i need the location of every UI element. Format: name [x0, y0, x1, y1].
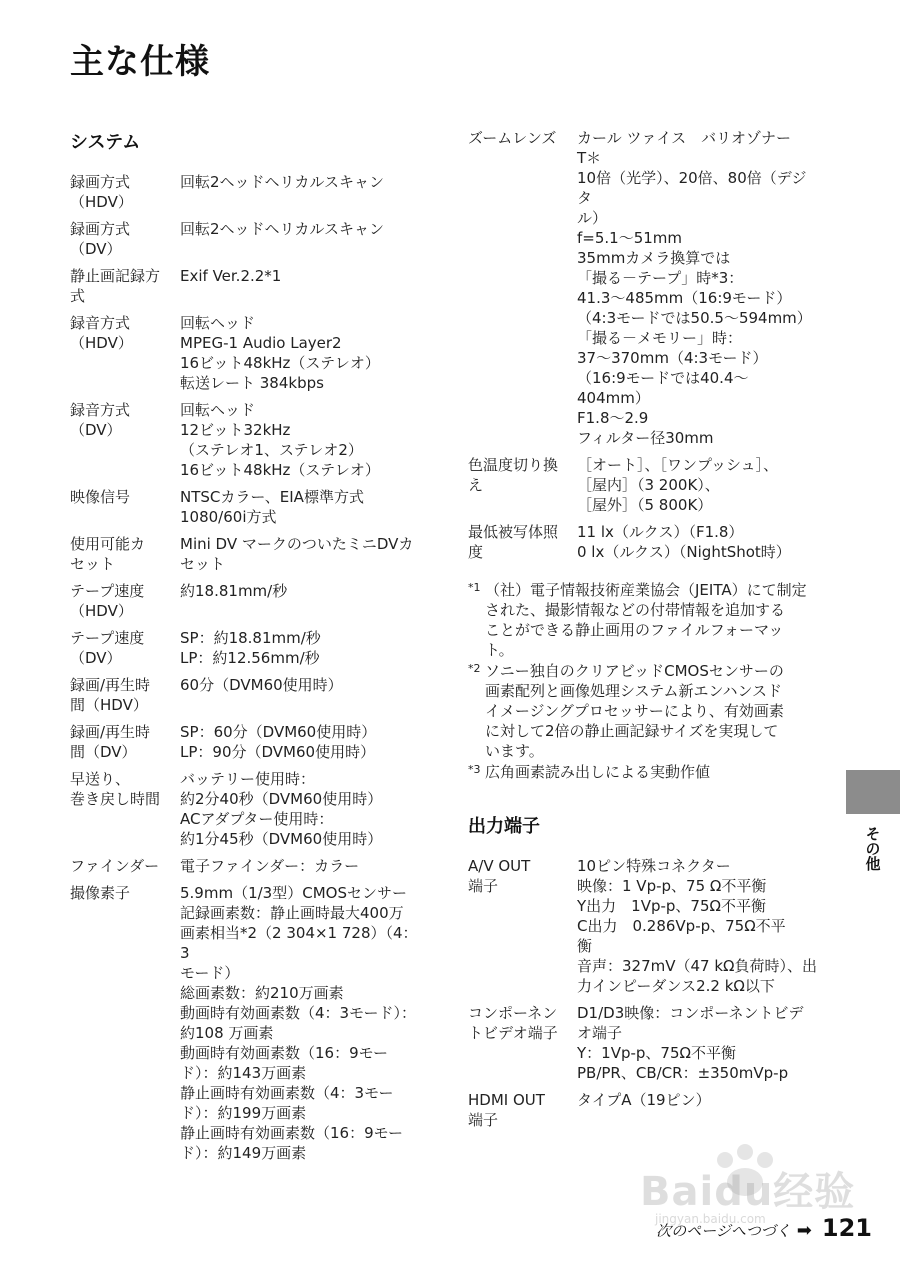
footnotes	[468, 580, 818, 782]
spec-value-line: 電子ファインダー：カラー	[180, 857, 360, 875]
spec-value	[180, 581, 425, 621]
spec-value-line: バッテリー使用時：	[180, 770, 316, 788]
spec-label-line: 式	[70, 287, 86, 305]
spec-value-line: タイプA（19ピン）	[577, 1091, 711, 1109]
spec-value-line: 「撮る－テープ」時*3：	[577, 269, 744, 287]
watermark-logo: Baidu经验	[640, 1169, 856, 1215]
spec-value-line: 約108 万画素	[180, 1024, 274, 1042]
spec-value-line: （ステレオ1、ステレオ2）	[180, 441, 363, 459]
spec-value	[577, 522, 818, 562]
footnote-mark: *3	[468, 763, 481, 776]
spec-value-line: 約2分40秒（DVM60使用時）	[180, 790, 383, 808]
spec-value-line: 衡	[577, 937, 593, 955]
spec-label-line: ファインダー	[70, 857, 160, 875]
spec-label-line: セット	[70, 555, 116, 573]
spec-row	[70, 266, 425, 306]
system-column	[70, 128, 425, 1170]
spec-value	[180, 883, 425, 1163]
spec-row	[468, 1003, 818, 1083]
spec-value-line: 回転ヘッド	[180, 401, 256, 419]
spec-label-line: テープ速度	[70, 582, 145, 600]
optics-spec-list	[468, 128, 818, 562]
spec-label	[70, 769, 180, 849]
spec-label-line: （DV）	[70, 240, 122, 258]
spec-label-line: 録画方式	[70, 220, 131, 238]
continue-text: 次のページへつづく	[656, 1222, 791, 1240]
spec-value-line: 0 lx（ルクス）（NightShot時）	[577, 543, 791, 561]
spec-label-line: コンポーネン	[468, 1004, 558, 1022]
footnote-mark: *1	[468, 581, 481, 594]
spec-label-line: 録音方式	[70, 401, 131, 419]
spec-value-line: 動画時有効画素数（4：3モード）：	[180, 1004, 416, 1022]
spec-value-line: オ端子	[577, 1024, 623, 1042]
footnote-line: ト。	[485, 641, 514, 659]
spec-value-line: （16:9モードでは40.4～	[577, 369, 749, 387]
spec-row	[70, 856, 425, 876]
spec-value	[180, 675, 425, 715]
spec-value	[180, 534, 425, 574]
spec-row	[70, 400, 425, 480]
spec-label	[468, 522, 577, 562]
spec-label-line: 色温度切り換	[468, 456, 559, 474]
spec-value-line: 総画素数：約210万画素	[180, 984, 344, 1002]
spec-label	[70, 581, 180, 621]
spec-label-line: （HDV）	[70, 334, 133, 352]
spec-value-line: Mini DV マークのついたミニDVカ	[180, 535, 414, 553]
spec-value	[180, 628, 425, 668]
spec-value	[577, 856, 818, 996]
spec-value-line: ド）：約143万画素	[180, 1064, 307, 1082]
output-heading: 出力端子	[468, 816, 540, 837]
spec-value-line: ［屋内］（3 200K）、	[577, 476, 720, 494]
page-title: 主な仕様	[70, 42, 210, 82]
spec-value-line: Y：1Vp-p、75Ω不平衡	[577, 1044, 736, 1062]
spec-value-line: MPEG-1 Audio Layer2	[180, 334, 342, 352]
spec-value-line: SP：60分（DVM60使用時）	[180, 723, 377, 741]
spec-value-line: f=5.1～51mm	[577, 229, 683, 247]
spec-label-line: HDMI OUT	[468, 1091, 545, 1109]
spec-value	[180, 487, 425, 527]
spec-value	[577, 455, 818, 515]
spec-row	[70, 628, 425, 668]
spec-label-line: 撮像素子	[70, 884, 131, 902]
spec-label	[70, 313, 180, 393]
spec-label-line: 間（HDV）	[70, 696, 148, 714]
page-footer	[656, 1214, 872, 1242]
spec-value-line: 回転ヘッド	[180, 314, 256, 332]
spec-row	[70, 769, 425, 849]
watermark-url: jingyan.baidu.com	[655, 1212, 766, 1226]
system-spec-list	[70, 172, 425, 1163]
spec-label	[70, 266, 180, 306]
spec-value-line: 動画時有効画素数（16：9モー	[180, 1044, 389, 1062]
side-tab-label: その他	[863, 826, 882, 871]
spec-label-line: 端子	[468, 1111, 499, 1129]
spec-label	[468, 1090, 577, 1130]
spec-value-line: 転送レート 384kbps	[180, 374, 324, 392]
spec-value-line: 404mm）	[577, 389, 650, 407]
spec-row	[468, 856, 818, 996]
spec-row	[468, 522, 818, 562]
footnote	[468, 762, 818, 782]
spec-value-line: F1.8～2.9	[577, 409, 649, 427]
spec-value-line: ル）	[577, 209, 608, 227]
footnote	[468, 661, 818, 761]
footnote-text	[485, 762, 710, 782]
spec-row	[70, 883, 425, 1163]
footnote-text	[485, 661, 784, 761]
spec-label-line: 静止画記録方	[70, 267, 161, 285]
spec-value-line: （4:3モードでは50.5～594mm）	[577, 309, 812, 327]
spec-label-line: 端子	[468, 877, 499, 895]
spec-value	[180, 769, 425, 849]
spec-label	[468, 856, 577, 996]
spec-value-line: C出力 0.286Vp-p、75Ω不平	[577, 917, 786, 935]
spec-value-line: ド）：約149万画素	[180, 1144, 307, 1162]
footnote-line: イメージングプロセッサーにより、有効画素	[485, 702, 784, 720]
spec-label	[70, 487, 180, 527]
spec-label-line: 度	[468, 543, 484, 561]
spec-label-line: （HDV）	[70, 602, 133, 620]
side-tab-marker	[846, 770, 900, 814]
spec-value-line: 16ビット48kHz（ステレオ）	[180, 461, 380, 479]
spec-row	[70, 219, 425, 259]
spec-value-line: 11 lx（ルクス）（F1.8）	[577, 523, 744, 541]
spec-row	[468, 455, 818, 515]
spec-label-line: 録音方式	[70, 314, 131, 332]
spec-value-line: セット	[180, 555, 226, 573]
footnote-line: （社）電子情報技術産業協会（JEITA）にて制定	[485, 581, 807, 599]
spec-value-line: カール ツァイス バリオゾナー	[577, 129, 792, 147]
footnote-line: 画素配列と画像処理システム新エンハンスド	[485, 682, 783, 700]
spec-label-line: （DV）	[70, 649, 122, 667]
spec-label-line: テープ速度	[70, 629, 145, 647]
spec-row	[70, 581, 425, 621]
optics-column	[468, 128, 818, 1137]
spec-value-line: Y出力 1Vp-p、75Ω不平衡	[577, 897, 766, 915]
spec-value-line: 10ピン特殊コネクター	[577, 857, 731, 875]
spec-label-line: （DV）	[70, 421, 122, 439]
spec-value-line: 35mmカメラ換算では	[577, 249, 731, 267]
spec-value-line: 16ビット48kHz（ステレオ）	[180, 354, 380, 372]
footnote-text	[485, 580, 807, 660]
spec-value-line: 10倍（光学）、20倍、80倍（デジタ	[577, 169, 807, 207]
spec-value-line: 回転2ヘッドヘリカルスキャン	[180, 173, 384, 191]
spec-value-line: 静止画時有効画素数（4：3モー	[180, 1084, 394, 1102]
spec-value-line: 12ビット32kHz	[180, 421, 291, 439]
spec-value-line: ［屋外］（5 800K）	[577, 496, 713, 514]
spec-value-line: 約1分45秒（DVM60使用時）	[180, 830, 383, 848]
spec-label-line: A/V OUT	[468, 857, 531, 875]
spec-value-line: ド）：約199万画素	[180, 1104, 307, 1122]
spec-value-line: 約18.81mm/秒	[180, 582, 288, 600]
spec-label	[70, 534, 180, 574]
footnote-mark: *2	[468, 662, 481, 675]
spec-value-line: 記録画素数：静止画時最大400万	[180, 904, 404, 922]
footnote-line: に対して2倍の静止画記録サイズを実現して	[485, 722, 779, 740]
spec-value-line: NTSCカラー、EIA標準方式	[180, 488, 364, 506]
spec-value-line: 5.9mm（1/3型）CMOSセンサー	[180, 884, 407, 902]
spec-label-line: 映像信号	[70, 488, 131, 506]
spec-value	[577, 1003, 818, 1083]
spec-label-line: トビデオ端子	[468, 1024, 558, 1042]
spec-value	[180, 172, 425, 212]
footnote-line: 広角画素読み出しによる実動作値	[485, 763, 711, 781]
spec-value-line: 41.3～485mm（16:9モード）	[577, 289, 792, 307]
spec-value-line: LP：90分（DVM60使用時）	[180, 743, 376, 761]
spec-row	[70, 722, 425, 762]
spec-label	[70, 400, 180, 480]
system-heading: システム	[70, 132, 141, 153]
spec-value	[577, 128, 818, 448]
spec-value	[180, 313, 425, 393]
spec-value-line: T＊	[577, 149, 602, 167]
spec-value-line: フィルター径30mm	[577, 429, 714, 447]
spec-value-line: モード）	[180, 964, 240, 982]
spec-value-line: 「撮る－メモリー」時：	[577, 329, 743, 347]
spec-label	[70, 883, 180, 1163]
spec-value	[180, 219, 425, 259]
spec-row	[70, 675, 425, 715]
spec-label	[70, 628, 180, 668]
spec-row	[70, 534, 425, 574]
spec-value	[577, 1090, 818, 1130]
spec-value-line: 映像：1 Vp-p、75 Ω不平衡	[577, 877, 767, 895]
output-section	[468, 812, 818, 1130]
spec-value-line: D1/D3映像：コンポーネントビデ	[577, 1004, 804, 1022]
spec-value	[180, 266, 425, 306]
spec-label	[468, 455, 577, 515]
spec-row	[70, 313, 425, 393]
spec-value-line: 音声：327mV（47 kΩ負荷時）、出	[577, 957, 818, 975]
spec-value-line: PB/PR、CB/CR：±350mVp-p	[577, 1064, 789, 1082]
footnote-line: ソニー独自のクリアビッドCMOSセンサーの	[485, 662, 784, 680]
spec-row	[70, 487, 425, 527]
spec-label	[468, 1003, 577, 1083]
spec-label-line: ズームレンズ	[468, 129, 557, 147]
spec-value-line: 37～370mm（4:3モード）	[577, 349, 768, 367]
footnote-line: います。	[485, 742, 544, 760]
spec-value-line: 画素相当*2（2 304×1 728）（4：3	[180, 924, 418, 962]
spec-value	[180, 856, 425, 876]
spec-label-line: 巻き戻し時間	[70, 790, 161, 808]
spec-label	[70, 172, 180, 212]
spec-row	[70, 172, 425, 212]
spec-row	[468, 1090, 818, 1130]
spec-value-line: SP：約18.81mm/秒	[180, 629, 321, 647]
footnote-line: ことができる静止画用のファイルフォーマッ	[485, 621, 784, 639]
footnote	[468, 580, 818, 660]
spec-label	[70, 219, 180, 259]
footnote-line: された、撮影情報などの付帯情報を追加する	[485, 601, 786, 619]
spec-label	[70, 675, 180, 715]
spec-label-line: （HDV）	[70, 193, 133, 211]
spec-value-line: 力インピーダンス2.2 kΩ以下	[577, 977, 775, 995]
spec-value	[180, 722, 425, 762]
spec-label	[70, 856, 180, 876]
spec-label-line: 録画方式	[70, 173, 131, 191]
spec-label	[468, 128, 577, 448]
spec-value-line: 60分（DVM60使用時）	[180, 676, 343, 694]
spec-label-line: 最低被写体照	[468, 523, 559, 541]
spec-value	[180, 400, 425, 480]
spec-label-line: 早送り、	[70, 770, 131, 788]
spec-value-line: ［オート］、［ワンプッシュ］、	[577, 456, 779, 474]
spec-value-line: ACアダプター使用時：	[180, 810, 334, 828]
spec-value-line: 回転2ヘッドヘリカルスキャン	[180, 220, 384, 238]
spec-value-line: Exif Ver.2.2*1	[180, 267, 282, 285]
spec-value-line: 1080/60i方式	[180, 508, 277, 526]
spec-label-line: 録画/再生時	[70, 723, 151, 741]
spec-value-line: 静止画時有効画素数（16：9モー	[180, 1124, 404, 1142]
output-spec-list	[468, 856, 818, 1130]
spec-value-line: LP：約12.56mm/秒	[180, 649, 320, 667]
spec-label-line: 使用可能カ	[70, 535, 146, 553]
spec-label-line: 録画/再生時	[70, 676, 151, 694]
page-number: 121	[821, 1214, 872, 1242]
spec-label-line: え	[468, 476, 484, 494]
spec-row	[468, 128, 818, 448]
spec-label-line: 間（DV）	[70, 743, 137, 761]
arrow-right-icon: ➡	[796, 1220, 812, 1241]
spec-label	[70, 722, 180, 762]
